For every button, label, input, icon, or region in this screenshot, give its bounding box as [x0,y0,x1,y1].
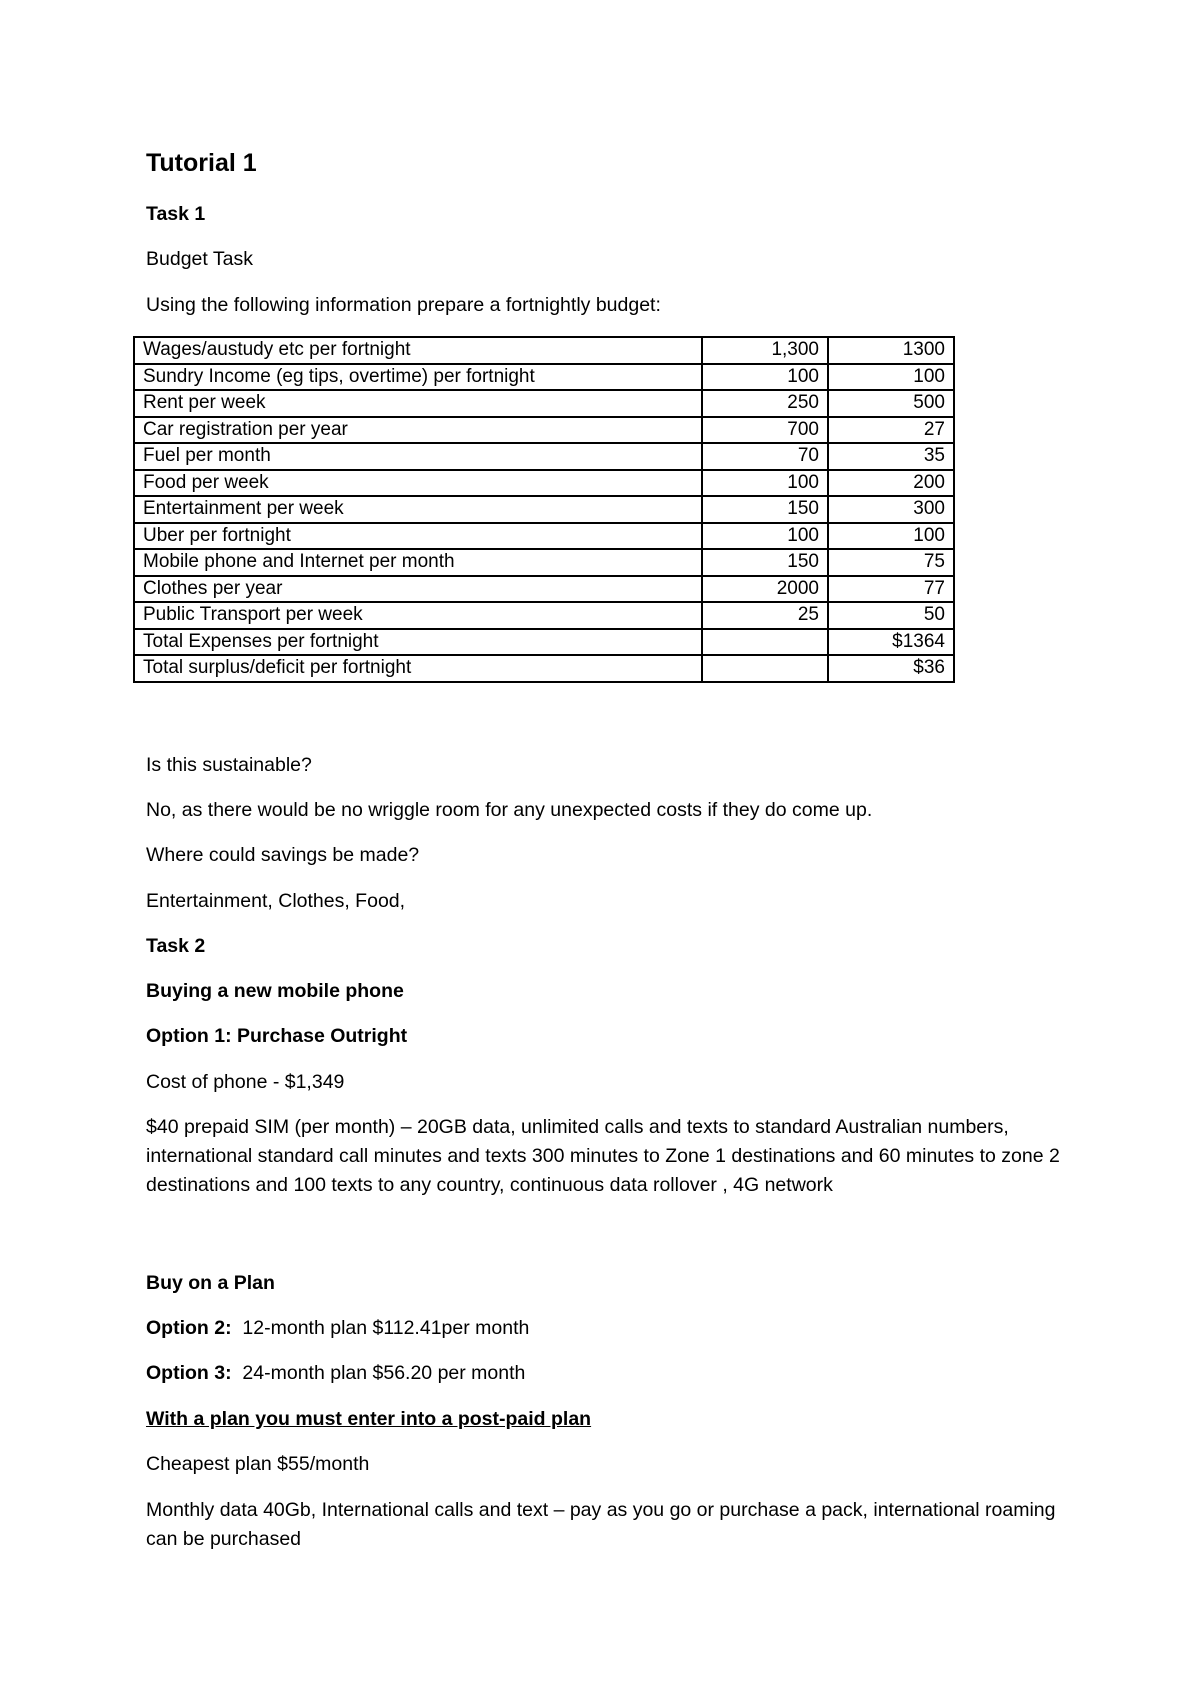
table-row [134,496,954,523]
fortnightly-value: 50 [828,602,954,629]
table-row [134,523,954,550]
fortnightly-value: 35 [828,443,954,470]
row-label: Fuel per month [134,443,702,470]
fortnightly-value: 200 [828,470,954,497]
question-sustainable: Is this sustainable? [146,754,312,776]
table-row [134,443,954,470]
given-value: 100 [702,470,828,497]
budget-table [133,336,955,683]
option2-text: 12-month plan $112.41per month [242,1317,530,1339]
phone-cost: Cost of phone - $1,349 [146,1071,345,1093]
table-row [134,337,954,364]
answer-savings: Entertainment, Clothes, Food, [146,890,406,912]
row-label: Wages/austudy etc per fortnight [134,337,702,364]
table-row [134,417,954,444]
page-title: Tutorial 1 [146,149,257,177]
fortnightly-value: 100 [828,364,954,391]
row-label: Rent per week [134,390,702,417]
option3-label: Option 3: [146,1362,232,1384]
fortnightly-value: 300 [828,496,954,523]
row-label: Entertainment per week [134,496,702,523]
table-row [134,576,954,603]
cheapest-plan: Cheapest plan $55/month [146,1453,370,1475]
given-value: 150 [702,496,828,523]
task1-instruction: Using the following information prepare a fortnightly budget: [146,294,661,316]
task1-subtitle: Budget Task [146,248,253,270]
row-label: Public Transport per week [134,602,702,629]
monthly-data-description: Monthly data 40Gb, International calls and text – pay as you go or purchase a pack, international roaming can be purchased [146,1499,1056,1550]
option2-line [146,1314,529,1343]
given-value: 100 [702,523,828,550]
question-savings: Where could savings be made? [146,844,420,866]
fortnightly-value: 1300 [828,337,954,364]
table-row [134,655,954,682]
row-label: Sundry Income (eg tips, overtime) per fortnight [134,364,702,391]
fortnightly-value: 77 [828,576,954,603]
row-label: Food per week [134,470,702,497]
task1-label: Task 1 [146,203,206,225]
table-row [134,470,954,497]
row-label: Mobile phone and Internet per month [134,549,702,576]
prepaid-description: $40 prepaid SIM (per month) – 20GB data, unlimited calls and texts to standard Australian numbers, international standard call minutes and texts 300 minutes to Zone 1 destinations and 60 minutes to zone 2 destinations and 100 texts to any country, continuous data rollover , 4G network [146,1116,1060,1196]
given-value: 2000 [702,576,828,603]
given-value [702,655,828,682]
table-row [134,602,954,629]
option3-text: 24-month plan $56.20 per month [242,1362,526,1384]
fortnightly-value: $1364 [828,629,954,656]
table-row [134,364,954,391]
answer-sustainable: No, as there would be no wriggle room for any unexpected costs if they do come up. [146,799,873,821]
table-row [134,390,954,417]
fortnightly-value: 75 [828,549,954,576]
fortnightly-value: 100 [828,523,954,550]
option2-label: Option 2: [146,1317,232,1339]
row-label: Total surplus/deficit per fortnight [134,655,702,682]
table-row [134,549,954,576]
row-label: Clothes per year [134,576,702,603]
given-value: 1,300 [702,337,828,364]
given-value: 150 [702,549,828,576]
row-label: Uber per fortnight [134,523,702,550]
given-value: 250 [702,390,828,417]
task2-label: Task 2 [146,935,206,957]
given-value: 700 [702,417,828,444]
given-value: 70 [702,443,828,470]
given-value: 100 [702,364,828,391]
row-label: Total Expenses per fortnight [134,629,702,656]
given-value [702,629,828,656]
fortnightly-value: 27 [828,417,954,444]
option3-line [146,1359,525,1388]
task2-subtitle: Buying a new mobile phone [146,980,404,1002]
row-label: Car registration per year [134,417,702,444]
option1-heading: Option 1: Purchase Outright [146,1025,408,1047]
given-value: 25 [702,602,828,629]
table-row [134,629,954,656]
postpaid-note: With a plan you must enter into a post-paid plan [146,1408,592,1430]
fortnightly-value: $36 [828,655,954,682]
fortnightly-value: 500 [828,390,954,417]
plan-heading: Buy on a Plan [146,1272,275,1294]
